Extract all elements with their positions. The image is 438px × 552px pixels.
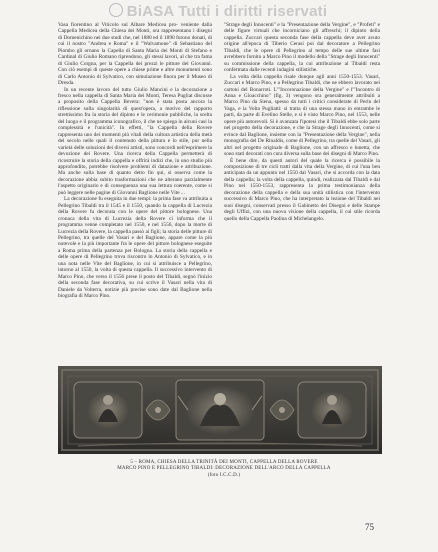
watermark-logo-icon: [109, 3, 123, 17]
watermark: [8, 3, 428, 20]
fresco-illustration: [58, 366, 382, 454]
right-paragraph-3: È bene dire, da questi autori del quale la ricerca è possibile la composizione di tre cicli tratti dalla vita della Vergine, di cui l'una ben anticipata da un appunto nel 1550 dal Vasari, che si accorda con la data della cappella; la volta della cappella, quindi, realizzata dal Tibaldi e dal Pino nel 1550-1553, rappresenta la prima testimonianza della decorazione della cappella e della sua unità stilistica con l'intervento successivo di Marco Pino, che ha interpretato la lezione del Tibaldi nei suoi disegni, conservati presso il Gabinetto dei Disegni e delle Stampe degli Uffizi, con una nuova visione della cappella, il cui stile ricorda quello della Cappella Paolina di Michelangelo.: [224, 157, 380, 222]
right-column: [224, 22, 380, 222]
watermark-text: BiASA Tutti i diritti riservati: [126, 3, 328, 20]
right-paragraph-2: La volta della cappella risale dunque agli anni 1550-1553. Vasari, Zuccari e Marco Pino, e a Pellegrino Tibaldi, che ne ebbero lavorato nei cartoni del Bonarroti. L'"Incoronazione della Vergine" e l'"Incontro di Anna e Gioacchino" (fig. 3) vengono ora generalmente attribuiti a Marco Pino da Siena, spesso da tutti i critici considerate di Perin del Vaga, e la Volta Pugliatti: si tratta di una stessa mano in entrambe le parti, da parte di Evelino Stelle, e si è visto Marco Pino, nel 1553, nelle opere più autorevoli. Si è avanzata l'ipotesi che il Tibaldi ebbe solo parte nel progetto della decorazione, e che la Strage degli Innocenti, come si evince dal Baglione, insieme con la "Presentazione della Vergine", nella monografia del De Rinaldis, come di Pellegrino, tra quelle del Vasari, gli altri nel progetto originale di Baglione, con un affresco e lunetta, che sono stati decorati con cura diversa sulla base dei disegni di Marco Pino.: [224, 73, 380, 158]
left-paragraph-2: In un recente lavoro del tutto Giulio Mancini e la decorazione a fresco nella cappella di Santa Maria dei Monti, Teresa Pugliat discusse a proposito della Cappella Bevera: "non è stata posta ancora la riflessione sulla singolarità di quest'opera, a motivo del rapporto strettissimo fra la storia del dipinto e le cerimonie pubbliche, la scelta del luogo e il programma iconografico, il che ne spiega in alcuni casi la complessità e l'unicità". In effetti, "la Cappella della Rovere rappresenta uno dei momenti più vitali della cultura artistica della metà del secolo nelle quali il contenuto della pittura e lo stile, pur nella varietà delle soluzioni dei diversi artisti, sono concordi nell'esprimere la devozione dei Rovere. Una ricerca della Cappella permetterà di ricostruire la storia della cappella e offrirà indizi che, in uno studio più approfondito, potrebbe risolvere problemi di datazione e attribuzione. Ma anche sulla base di quanto detto fin qui, si osserva come la decorazione abbia subito trasformazioni che ne alterano parzialmente l'aspetto originario e di conseguenza una sua lettura coerente, come si può leggere nelle pagine di Giovanni Baglione nelle Vite ...: [58, 86, 212, 196]
right-paragraph-1: "Strage degli Innocenti" e la "Presentazione della Vergine", e "Profeti" e delle figure virtuali che incorniciano gli affreschi; il dipinto della cappella. Zuccari questa seconda fase della cappella deve aver avuto origine all'epoca di Tiberio Cerasi poi dal decoratore a Pellegrino Tibaldi, che le opere di Pellegrino al tempo delle sue ultime fasi avrebbero fornito a Marco Pino il modello della "Strage degli Innocenti" su commissione della cappella, la cui attribuzione al Tibaldi resta confermata dalle recenti indagini stilistiche.: [224, 22, 380, 74]
photo-credit: (foto I.C.C.D.): [207, 473, 241, 478]
left-paragraph-1: Vasa fiorentino al Viticolo sul Albare Medicea pro- veniente dalla Cappella Medicea della Chiesa dei Monti, ora rappresentano i disegni di Domenichino nei due studi che, nel 1880 ed il 1890 furono donati, di cui il nostro "Andrea e Roma" e il "Walvamone" di Sebastiano del Piombo gli ornano la Capella di Santa Maria dei Monti di Stefano e Cardinal di Giulio Romano riprendono, gli stessi lavori, al che tra fama di Giulio Corgna, per la Cappella dei prezzi le pitture del Giovanni. Con ciò esempi di queste opere a chiese prime e altre monumenti sono di Carlo Antonio di Sylvatico, con simulazione finora per il Museo di Dresda.: [58, 22, 212, 87]
figure-caption: [88, 460, 360, 479]
page-number: 75: [365, 522, 374, 532]
left-paragraph-3: La decorazione fu eseguita in due tempi: la prima fase va attribuita a Pellegrino Tibaldi tra il 1545 e il 1550, quando la cappella di Lucrezia della Rovere fu decorata con le opere del pittore bolognese. Una cronaca della vita di Lucrezia della Rovere ci informa che il programma venne completato nel 1550, e nel 1556, dopo la morte di Lucrezia della Rovere, la cappella passò ai figli; la storia delle pitture di Pellegrino, tra quelle del Vasari e del Baglione, appare come la più notevole e la più importante fra le opere del pittore bolognese eseguite a Roma prima della partenza per Bologna. La storia della cappella e delle opere di Pellegrino trova riscontro in Antonio di Sylvatico, e in una nota nelle Vite del Baglione, in cui si attribuisce a Pellegrino, intorno al 1550, la volta di questa cappella. Il successivo intervento di Marco Pino, che verso il 1556 prese il posto del Tibaldi, segnò l'inizio della seconda fase decorativa, su cui scrive il Vasari nella vita di Daniele da Volterra, notizie più precise sono date dal Baglione nella biografia di Marco Pino.: [58, 196, 212, 300]
fresco-photograph: [58, 366, 382, 454]
caption-line-1: 5 – ROMA, CHIESA DELLA TRINITÀ DEI MONTI, CAPPELLA DELLA ROVERE: [130, 460, 318, 465]
left-column: [58, 22, 212, 299]
caption-line-2: MARCO PINO E PELLEGRINO TIBALDI: DECORAZIONE DELL'ARCO DELLA CAPPELLA: [117, 466, 331, 471]
